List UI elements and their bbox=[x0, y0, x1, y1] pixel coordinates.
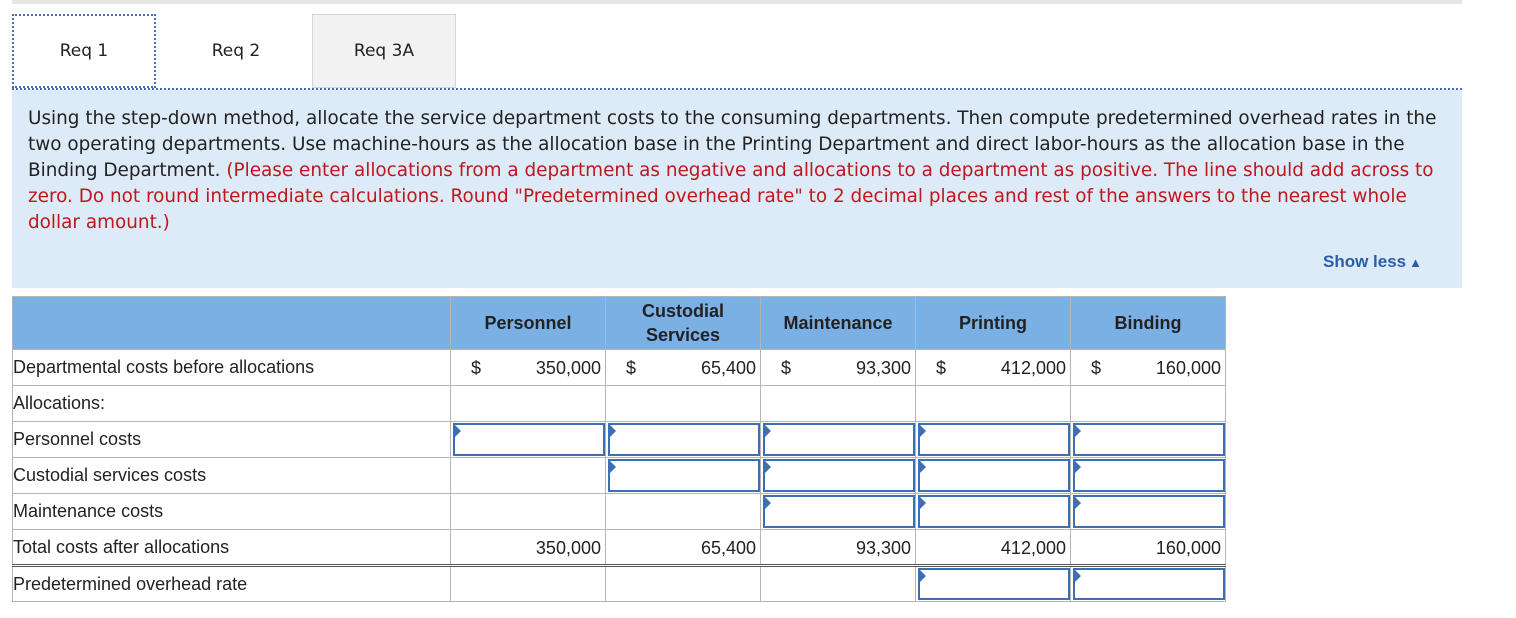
cell-value: 65,400 bbox=[700, 538, 756, 558]
col-header-maintenance: Maintenance bbox=[761, 297, 916, 350]
row-total-costs bbox=[13, 530, 1226, 566]
row-overhead-rate bbox=[13, 566, 1226, 602]
total-printing bbox=[916, 530, 1071, 566]
input-personnel-alloc-maintenance[interactable] bbox=[763, 423, 915, 456]
empty-cell bbox=[451, 386, 606, 422]
input-personnel-alloc-binding[interactable] bbox=[1073, 423, 1225, 456]
allocation-table bbox=[12, 296, 1226, 602]
currency-symbol: $ bbox=[781, 358, 792, 378]
caret-up-icon: ▲ bbox=[1409, 255, 1422, 270]
empty-cell bbox=[606, 566, 761, 602]
currency-symbol: $ bbox=[626, 358, 637, 378]
input-custodial-alloc-binding[interactable] bbox=[1073, 459, 1225, 492]
col-header-printing: Printing bbox=[916, 297, 1071, 350]
input-personnel-alloc-personnel[interactable] bbox=[453, 423, 605, 456]
input-cell bbox=[1071, 494, 1226, 530]
input-cell bbox=[761, 458, 916, 494]
total-personnel bbox=[451, 530, 606, 566]
empty-cell bbox=[606, 386, 761, 422]
cell-value: 412,000 bbox=[1000, 358, 1066, 378]
input-cell bbox=[916, 458, 1071, 494]
empty-cell bbox=[761, 386, 916, 422]
tab-req-2[interactable]: Req 2 bbox=[164, 14, 308, 88]
total-custodial bbox=[606, 530, 761, 566]
total-maintenance bbox=[761, 530, 916, 566]
col-header-personnel: Personnel bbox=[451, 297, 606, 350]
header-row bbox=[13, 297, 1226, 350]
cell-value: 93,300 bbox=[855, 538, 911, 558]
row-label: Predetermined overhead rate bbox=[13, 566, 451, 602]
currency-symbol: $ bbox=[936, 358, 947, 378]
row-maintenance-costs bbox=[13, 494, 1226, 530]
currency-symbol: $ bbox=[471, 358, 482, 378]
row-departmental-costs bbox=[13, 350, 1226, 386]
input-maintenance-alloc-printing[interactable] bbox=[918, 495, 1070, 528]
cell-binding bbox=[1071, 350, 1226, 386]
row-label: Allocations: bbox=[13, 386, 451, 422]
cell-value: 350,000 bbox=[535, 538, 601, 558]
cell-printing bbox=[916, 350, 1071, 386]
input-cell bbox=[1071, 566, 1226, 602]
top-divider bbox=[12, 0, 1462, 4]
input-rate-binding[interactable] bbox=[1073, 568, 1225, 600]
input-cell bbox=[1071, 422, 1226, 458]
input-cell bbox=[1071, 458, 1226, 494]
instructions-panel bbox=[12, 90, 1462, 288]
requirement-tabs bbox=[12, 14, 1462, 90]
empty-cell bbox=[1071, 386, 1226, 422]
show-less-label: Show less bbox=[1322, 252, 1407, 271]
empty-cell bbox=[916, 386, 1071, 422]
input-custodial-alloc-maintenance[interactable] bbox=[763, 459, 915, 492]
empty-cell bbox=[451, 458, 606, 494]
currency-symbol: $ bbox=[1091, 358, 1102, 378]
empty-cell bbox=[451, 494, 606, 530]
row-label: Personnel costs bbox=[13, 422, 451, 458]
input-maintenance-alloc-binding[interactable] bbox=[1073, 495, 1225, 528]
input-cell bbox=[916, 422, 1071, 458]
row-custodial-costs bbox=[13, 458, 1226, 494]
cell-value: 160,000 bbox=[1155, 358, 1221, 378]
cell-personnel bbox=[451, 350, 606, 386]
input-cell bbox=[451, 422, 606, 458]
instructions-text bbox=[28, 106, 1448, 236]
cell-custodial bbox=[606, 350, 761, 386]
empty-cell bbox=[761, 566, 916, 602]
cell-maintenance bbox=[761, 350, 916, 386]
row-personnel-costs bbox=[13, 422, 1226, 458]
row-label: Maintenance costs bbox=[13, 494, 451, 530]
col-header-binding: Binding bbox=[1071, 297, 1226, 350]
input-cell bbox=[916, 566, 1071, 602]
cell-value: 412,000 bbox=[1000, 538, 1066, 558]
cell-value: 160,000 bbox=[1155, 538, 1221, 558]
tab-req-3a[interactable]: Req 3A bbox=[312, 14, 456, 88]
empty-cell bbox=[606, 494, 761, 530]
row-label: Departmental costs before allocations bbox=[13, 350, 451, 386]
input-cell bbox=[606, 458, 761, 494]
input-maintenance-alloc-maintenance[interactable] bbox=[763, 495, 915, 528]
input-cell bbox=[916, 494, 1071, 530]
input-personnel-alloc-printing[interactable] bbox=[918, 423, 1070, 456]
input-personnel-alloc-custodial[interactable] bbox=[608, 423, 760, 456]
input-cell bbox=[606, 422, 761, 458]
row-label: Custodial services costs bbox=[13, 458, 451, 494]
input-custodial-alloc-printing[interactable] bbox=[918, 459, 1070, 492]
cell-value: 350,000 bbox=[535, 358, 601, 378]
header-blank bbox=[13, 297, 451, 350]
input-custodial-alloc-custodial[interactable] bbox=[608, 459, 760, 492]
instructions-main: Using the step-down method, allocate the service department costs to the consuming departments. Then compute predetermined overhead rates in the two operating departments. Use machine-hours as the allocation base in the Printing Department and direct labor-hours as the allocation base in the Binding Department. bbox=[28, 108, 1437, 181]
row-allocations-heading bbox=[13, 386, 1226, 422]
instructions-note: (Please enter allocations from a department as negative and allocations to a department as positive. The line should add across to zero. Do not round intermediate calculations. Round "Predetermined overhead rate" to 2 decimal places and rest of the answers to the nearest whole dollar amount.) bbox=[28, 160, 1434, 233]
show-less-link[interactable] bbox=[1323, 252, 1422, 272]
row-label: Total costs after allocations bbox=[13, 530, 451, 566]
input-rate-printing[interactable] bbox=[918, 568, 1070, 600]
empty-cell bbox=[451, 566, 606, 602]
col-header-custodial: Custodial Services bbox=[606, 297, 761, 350]
cell-value: 65,400 bbox=[700, 358, 756, 378]
input-cell bbox=[761, 422, 916, 458]
tab-req-1[interactable]: Req 1 bbox=[12, 14, 156, 88]
input-cell bbox=[761, 494, 916, 530]
cell-value: 93,300 bbox=[855, 358, 911, 378]
total-binding bbox=[1071, 530, 1226, 566]
